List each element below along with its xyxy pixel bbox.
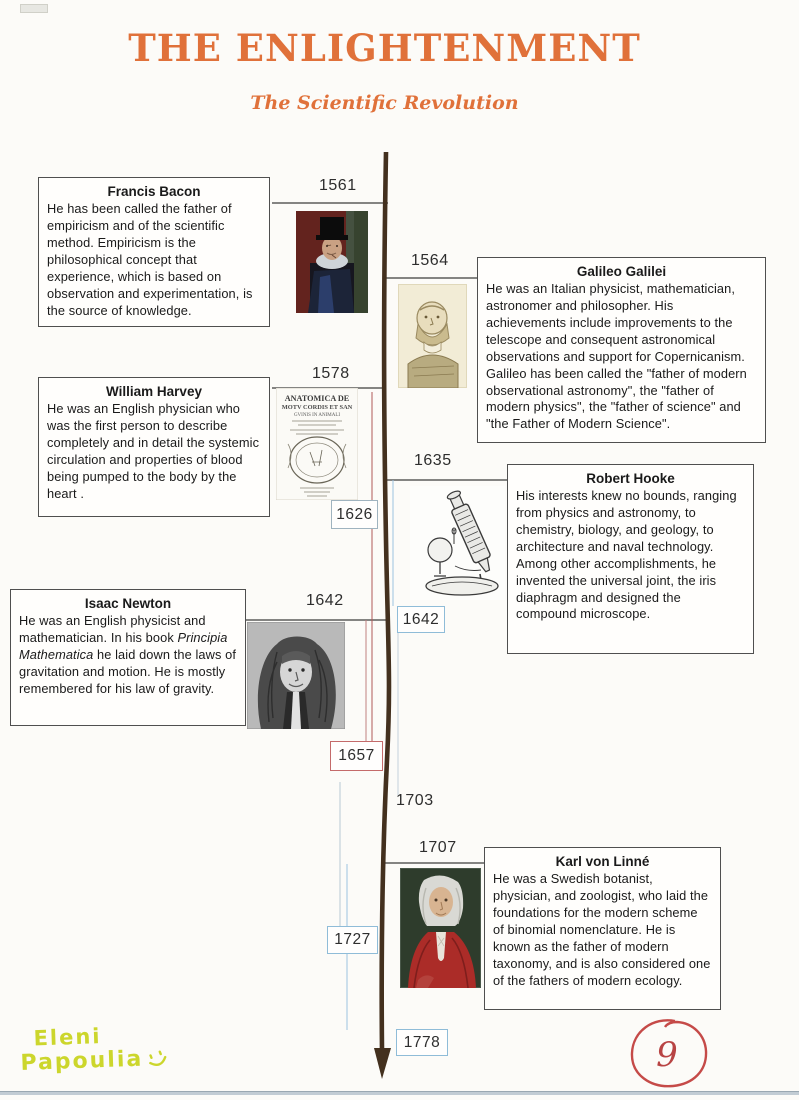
date-label-1564: 1564 [411,252,449,269]
infobox-text [19,613,237,697]
infobox-text: He was an Italian physicist, mathematician, astronomer and philosopher. His achievements include improvements to the telescope and consequent astronomical observations and support for Copernicanism. Galileo has been called the "father of modern observational astronomy", the "father of modern physics", the "father of science" and "the Father of Modern Science". [486,281,747,432]
infobox-title: Francis Bacon [107,184,201,199]
svg-text:MOTV CORDIS ET SAN: MOTV CORDIS ET SAN [281,404,353,411]
scan-artifact-bottom-edge [0,1091,799,1095]
scan-artifact-topleft [20,4,48,13]
harvey-book-title-page [276,388,358,500]
portrait-galileo-galilei [398,284,467,388]
infobox-title: Isaac Newton [84,596,172,611]
timeline-trunk [382,152,389,1050]
infobox-text: He has been called the father of empiricism and of the scientific method. Empiricism is the philosophical concept that experience, which is based on observation and experimentation, is the source of knowledge. [47,201,253,318]
date-box-1727: 1727 [327,926,378,954]
date-label-1561: 1561 [319,177,357,194]
infobox-william-harvey [38,377,270,517]
date-label-1642-left: 1642 [306,592,344,609]
handwritten-signature [19,1021,191,1076]
infobox-robert-hooke [507,464,754,654]
infobox-title: Galileo Galilei [576,264,667,279]
infobox-text: He was an English physician who was the first person to describe completely and in detail the systemic circulation and properties of blood being pumped to the body by the heart . [47,401,260,501]
newton-text-italic: Principia Mathematica [19,630,228,662]
timeline-arrowhead-icon [374,1048,391,1079]
infobox-isaac-newton [10,589,246,726]
infobox-text: His interests knew no bounds, ranging from physics and astronomy, to chemistry, biology, and geology, to architecture and naval technology. Among other accomplishments, he invented the universal joint, the iris diaphragm and designed the compound microscope. [516,488,737,622]
signature-last-name: Papoulia [20,1046,144,1076]
date-box-1642: 1642 [397,606,445,633]
date-label-1707: 1707 [419,839,457,856]
newton-text-post: he laid down the laws of gravitation and motion. He is mostly remembered for his law of gravity. [19,647,237,696]
svg-text:GVINIS IN ANIMALI: GVINIS IN ANIMALI [293,413,341,418]
infobox-karl-von-linne [484,847,721,1010]
date-label-1703: 1703 [396,792,434,809]
infobox-francis-bacon [38,177,270,327]
date-box-1657: 1657 [330,741,383,771]
portrait-karl-von-linne [400,868,481,988]
hooke-microscope-engraving [410,486,505,600]
portrait-isaac-newton [247,622,345,729]
svg-text:ANATOMICA DE: ANATOMICA DE [284,394,350,403]
infobox-galileo-galilei [477,257,766,443]
infobox-text: He was a Swedish botanist, physician, and zoologist, who laid the foundations for the modern scheme of binomial nomenclature. He is known as the father of modern taxonomy, and is also considered one of the fathers of modern ecology. [493,871,711,988]
date-label-1635: 1635 [414,452,452,469]
infobox-title: William Harvey [106,384,202,399]
newton-text-pre: He was an English physicist and mathematician. In his book [19,613,206,646]
date-box-1778: 1778 [396,1029,448,1056]
smiley-icon [145,1047,170,1070]
infobox-title: Robert Hooke [586,471,675,486]
date-box-1626: 1626 [331,500,378,529]
page-title: THE ENLIGHTENMENT [128,26,641,70]
page-subtitle: The Scientific Revolution [250,92,519,114]
page-number-text: 9 [656,1035,678,1075]
date-label-1578: 1578 [312,365,350,382]
portrait-francis-bacon [296,211,368,313]
signature-first-name: Eleni [33,1024,102,1051]
circled-page-number [623,1013,713,1093]
infobox-title: Karl von Linné [555,854,650,869]
